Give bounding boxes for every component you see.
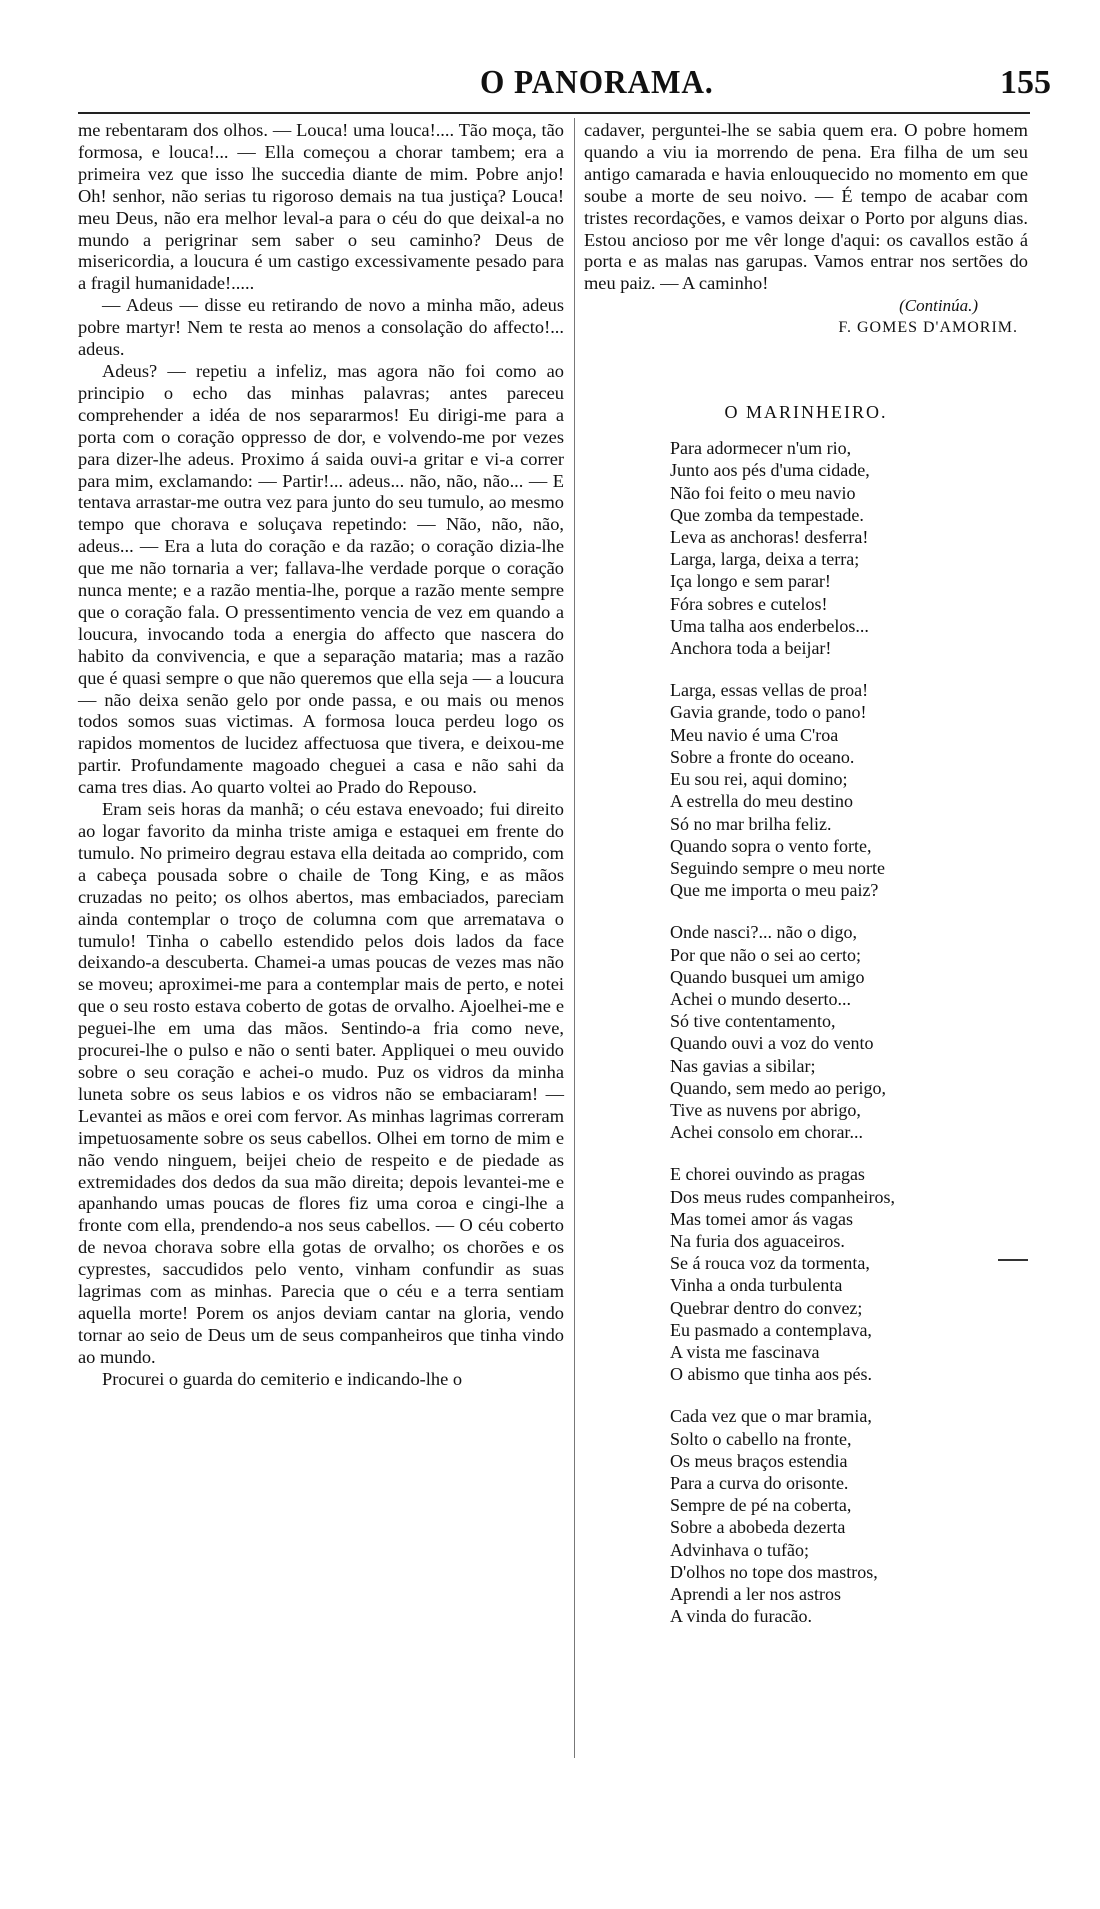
verse-line: Eu sou rei, aqui domino; <box>670 769 848 790</box>
verse-line: Quebrar dentro do convez; <box>670 1297 863 1318</box>
paragraph: — Adeus — disse eu retirando de novo a minha mão, adeus pobre martyr! Nem te resta ao menos a consolação do affecto!... adeus. <box>78 295 564 360</box>
paragraph: Procurei o guarda do cemiterio e indicando-lhe o <box>102 1368 463 1389</box>
verse-line: Na furia dos aguaceiros. <box>670 1230 845 1251</box>
verse-line: Meu navio é uma C'roa <box>670 724 839 745</box>
paragraph: Eram seis horas da manhã; o céu estava enevoado; fui direito ao logar favorito da minha triste amiga e estaquei em frente do tumulo. No primeiro degrau estava ella deitada ao comprido, com a cabeça pousada sobre o chaile de Tong King, e as mãos cruzadas no peito; os olhos abertos, mas embaciados, pareciam ainda contemplar o troço de columna com que arrematava o tumulo! Tinha o cabello estendido pelos dois lados da face deixando-a descuberta. Chamei-a umas poucas de vezes mas não se moveu; aproximei-me para a contemplar mais de perto, e notei que o seu rosto estava coberto de gotas de orvalho. Ajoelhei-me e peguei-lhe em uma das mãos. Sentindo-a fria como neve, procurei-lhe o pulso e não o senti bater. Appliquei o meu ouvido sobre o seu coração e achei-o mudo. Puz os vidros da minha luneta sobre os seus labios e os vidros não se embaciaram! — Levantei as mãos e orei com fervor. As minhas lagrimas correram impetuosamente sobre os seus cabellos. Olhei em torno de mim e não vendo ninguem, beijei cheio de respeito e de piedade as extremidades dos dedos da sua mão direita; depois levantei-me e apanhando umas poucas de flores fiz uma coroa e cingi-lhe a fronte com ella, prendendo-a nos seus cabellos. — O céu coberto de nevoa chorava sobre ella gotas de orvalho; os chorões e os cyprestes, saccudidos pelo vento, vinham confundir as suas lagrimas com as minhas. Parecia que o céu e a terra sentiam aquella morte! Porem os anjos deviam cantar na gloria, vendo tornar ao seio de Deus um de seus companheiros que tinha vindo ao mundo. <box>78 799 564 1367</box>
verse-line: Uma talha aos enderbelos... <box>670 615 869 636</box>
verse-line: Quando busquei um amigo <box>670 966 865 987</box>
page-title: O PANORAMA. <box>480 64 714 101</box>
verse-line: O abismo que tinha aos pés. <box>670 1364 872 1385</box>
verse-line: Mas tomei amor ás vagas <box>670 1208 853 1229</box>
verse-line: Eu pasmado a contemplava, <box>670 1319 872 1340</box>
verse-line: Iça longo e sem parar! <box>670 571 831 592</box>
verse-line: Para adormecer n'um rio, <box>670 438 852 459</box>
verse-line: Cada vez que o mar bramia, <box>670 1406 872 1427</box>
verse-line: Onde nasci?... não o digo, <box>670 922 857 943</box>
verse-line: Sobre a fronte do oceano. <box>670 746 855 767</box>
verse-line: Vinha a onda turbulenta <box>670 1275 843 1296</box>
left-column <box>78 120 564 1391</box>
verse-line: Por que não o sei ao certo; <box>670 944 861 965</box>
verse-line: Gavia grande, todo o pano! <box>670 702 867 723</box>
stanza <box>670 1163 1028 1385</box>
verse-line: Quando, sem medo ao perigo, <box>670 1077 886 1098</box>
verse-dash <box>998 1259 1028 1261</box>
verse-line: Que me importa o meu paiz? <box>670 880 879 901</box>
verse-line: Aprendi a ler nos astros <box>670 1584 841 1604</box>
verse-line: Advinhava o tufão; <box>670 1539 809 1560</box>
poem <box>670 437 1028 1627</box>
stanza <box>670 679 1028 901</box>
right-column <box>584 120 1028 1647</box>
verse-line: Que zomba da tempestade. <box>670 504 864 525</box>
verse-line: Achei o mundo deserto... <box>670 988 851 1009</box>
verse-line: Os meus braços estendia <box>670 1450 848 1471</box>
poem-title: O MARINHEIRO. <box>724 402 888 423</box>
verse-line: Não foi feito o meu navio <box>670 482 856 503</box>
verse-line: Só tive contentamento, <box>670 1011 836 1032</box>
page-number: 155 <box>1000 64 1051 101</box>
verse-line: A vista me fascinava <box>670 1341 820 1362</box>
verse-line: Dos meus rudes companheiros, <box>670 1186 895 1207</box>
paragraph: me rebentaram dos olhos. — Louca! uma louca!.... Tão moça, tão formosa, e louca!... — Ella começou a chorar tambem; era a primeira vez que isso lhe succedia diante de mim. Pobre anjo! Oh! senhor, não serias tu rigoroso demais na tua justiça? Louca! meu Deus, não era melhor leval-a para o céu do que deixal-a no mundo a perigrinar sem saber o seu caminho? Deus de misericordia, a loucura é um castigo excessivamente pesado para a fragil humanidade!..... <box>78 120 564 294</box>
paragraph: cadaver, perguntei-lhe se sabia quem era. O pobre homem quando a viu ia morrendo de pena. Era filha de um seu antigo camarada e havia enlouquecido no momento em que soube a morte de seu noivo. — É tempo de acabar com tristes recordações, e vamos deixar o Porto por alguns dias. Estou ancioso por me vêr longe d'aqui: os cavallos estão á porta e as malas nas garupas. Vamos entrar nos sertões do meu paiz. — A caminho! <box>584 120 1028 294</box>
verse-line: D'olhos no tope dos mastros, <box>670 1561 878 1582</box>
verse-line: Anchora toda a beijar! <box>670 638 832 659</box>
verse-line: Junto aos pés d'uma cidade, <box>670 460 870 481</box>
verse-line: Para a curva do orisonte. <box>670 1472 849 1493</box>
paragraph: Adeus? — repetiu a infeliz, mas agora não foi como ao principio o echo das minhas palavras; antes pareceu comprehender a idéa de nos separarmos! Eu dirigi-me para a porta com o coração oppresso de dor, e volvendo-me por vezes para dizer-lhe adeus. Proximo á saida ouvi-a gritar e vi-a correr para mim, exclamando: — Partir!... adeus... não, não, não... — E tentava arrastar-me outra vez para junto do seu tumulo, ao mesmo tempo que chorava e soluçava repetindo: — Não, não, não, adeus... — Era a luta do coração e da razão; o coração dizia-lhe que me não tornaria a ver; fallava-lhe verdade porque o coração nunca mente; e a razão mentia-lhe, porque a razão mente sempre que o coração fala. O pressentimento vencia de vez em quando a loucura, invocando toda a energia do affecto que nascera do habito da convivencia, e que a separação mataria; mas a razão que é quasi sempre o que não queremos que ella seja — a loucura — não deixa senão gelo por onde passa, e ou mais ou menos todos somos suas victimas. A formosa louca perdeu logo os rapidos momentos de lucidez affectuosa que tivera, e deixou-me partir. Profundamente magoado cheguei a casa e não sahi da cama tres dias. Ao quarto voltei ao Prado do Repouso. <box>78 360 564 798</box>
verse-line: Larga, larga, deixa a terra; <box>670 549 860 570</box>
to-be-continued: (Continúa.) <box>899 296 978 316</box>
verse-line: Tive as nuvens por abrigo, <box>670 1099 861 1120</box>
verse-line: Sempre de pé na coberta, <box>670 1495 852 1516</box>
verse-line: E chorei ouvindo as pragas <box>670 1164 865 1185</box>
column-divider <box>574 118 575 1758</box>
verse-line: Quando ouvi a voz do vento <box>670 1033 874 1054</box>
author-signature: F. GOMES D'AMORIM. <box>838 319 1018 337</box>
verse-line: Quando sopra o vento forte, <box>670 835 872 856</box>
verse-line: Fóra sobres e cutelos! <box>670 593 828 614</box>
verse-line: Solto o cabello na fronte, <box>670 1428 852 1449</box>
stanza <box>670 437 1028 659</box>
verse-line: Sobre a abobeda dezerta <box>670 1517 846 1538</box>
verse-line: Larga, essas vellas de proa! <box>670 680 869 701</box>
header-rule <box>78 112 1030 114</box>
verse-line: Achei consolo em chorar... <box>670 1122 863 1143</box>
verse-line: Só no mar brilha feliz. <box>670 813 832 834</box>
verse-line: Seguindo sempre o meu norte <box>670 857 885 878</box>
verse-line: Se á rouca voz da tormenta, <box>670 1253 870 1274</box>
prose-continuation <box>584 120 1028 295</box>
verse-line: Nas gavias a sibilar; <box>670 1055 816 1076</box>
stanza <box>670 1405 1028 1627</box>
verse-line: Leva as anchoras! desferra! <box>670 527 869 548</box>
stanza <box>670 921 1028 1143</box>
verse-line: A estrella do meu destino <box>670 791 853 812</box>
verse-line: A vinda do furacão. <box>670 1606 812 1627</box>
